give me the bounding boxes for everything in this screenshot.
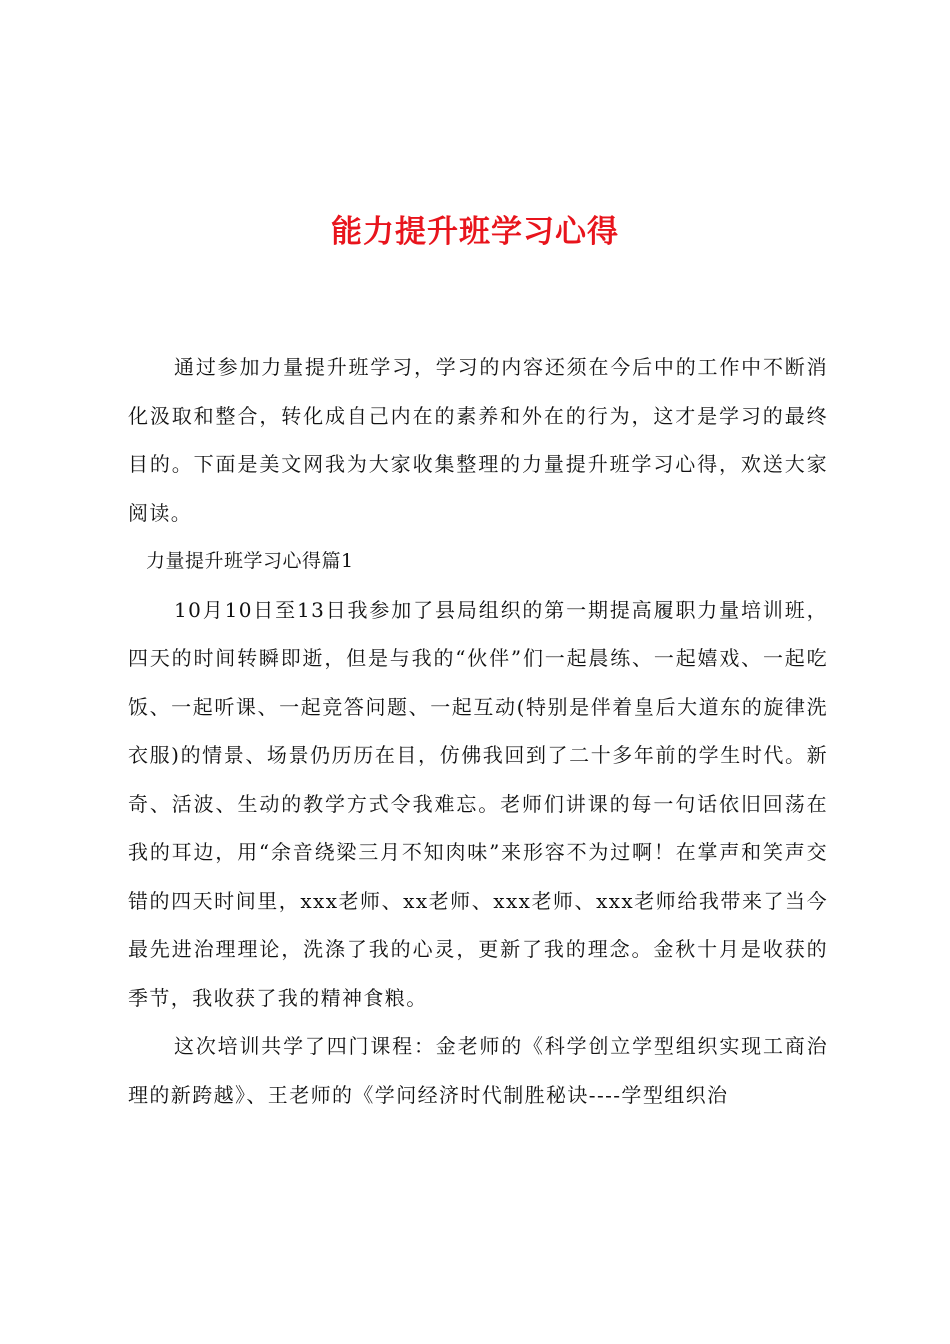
body-paragraph-1: 10月10日至13日我参加了县局组织的第一期提高履职力量培训班，四天的时间转瞬即逝，但是与我的“伙伴”们一起晨练、一起嬉戏、一起吃饭、一起听课、一起竞答问题、一起互动(特别是伴着皇后大道东的旋律洗衣服)的情景、场景仍历历在目，仿佛我回到了二十多年前的学生时代。新奇、活波、生动的教学方式令我难忘。老师们讲课的每一句话依旧回荡在我的耳边，用“余音绕梁三月不知肉味”来形容不为过啊！在掌声和笑声交错的四天时间里，xxx老师、xx老师、xxx老师、xxx老师给我带来了当今最先进治理理论，洗涤了我的心灵，更新了我的理念。金秋十月是收获的季节，我收获了我的精神食粮。 [128, 597, 828, 1010]
document-title: 能力提升班学习心得 [331, 214, 619, 250]
intro-paragraph: 通过参加力量提升班学习，学习的内容还须在今后中的工作中不断消化汲取和整合，转化成自己内在的素养和外在的行为，这才是学习的最终目的。下面是美文网我为大家收集整理的力量提升班学习心得，欢送大家阅读。 [128, 355, 828, 525]
document-body [128, 343, 828, 1119]
body-paragraph-2: 这次培训共学了四门课程：金老师的《科学创立学型组织实现工商治理的新跨越》、王老师的《学问经济时代制胜秘诀----学型组织治 [128, 1034, 828, 1107]
section-heading: 力量提升班学习心得篇1 [146, 550, 354, 572]
